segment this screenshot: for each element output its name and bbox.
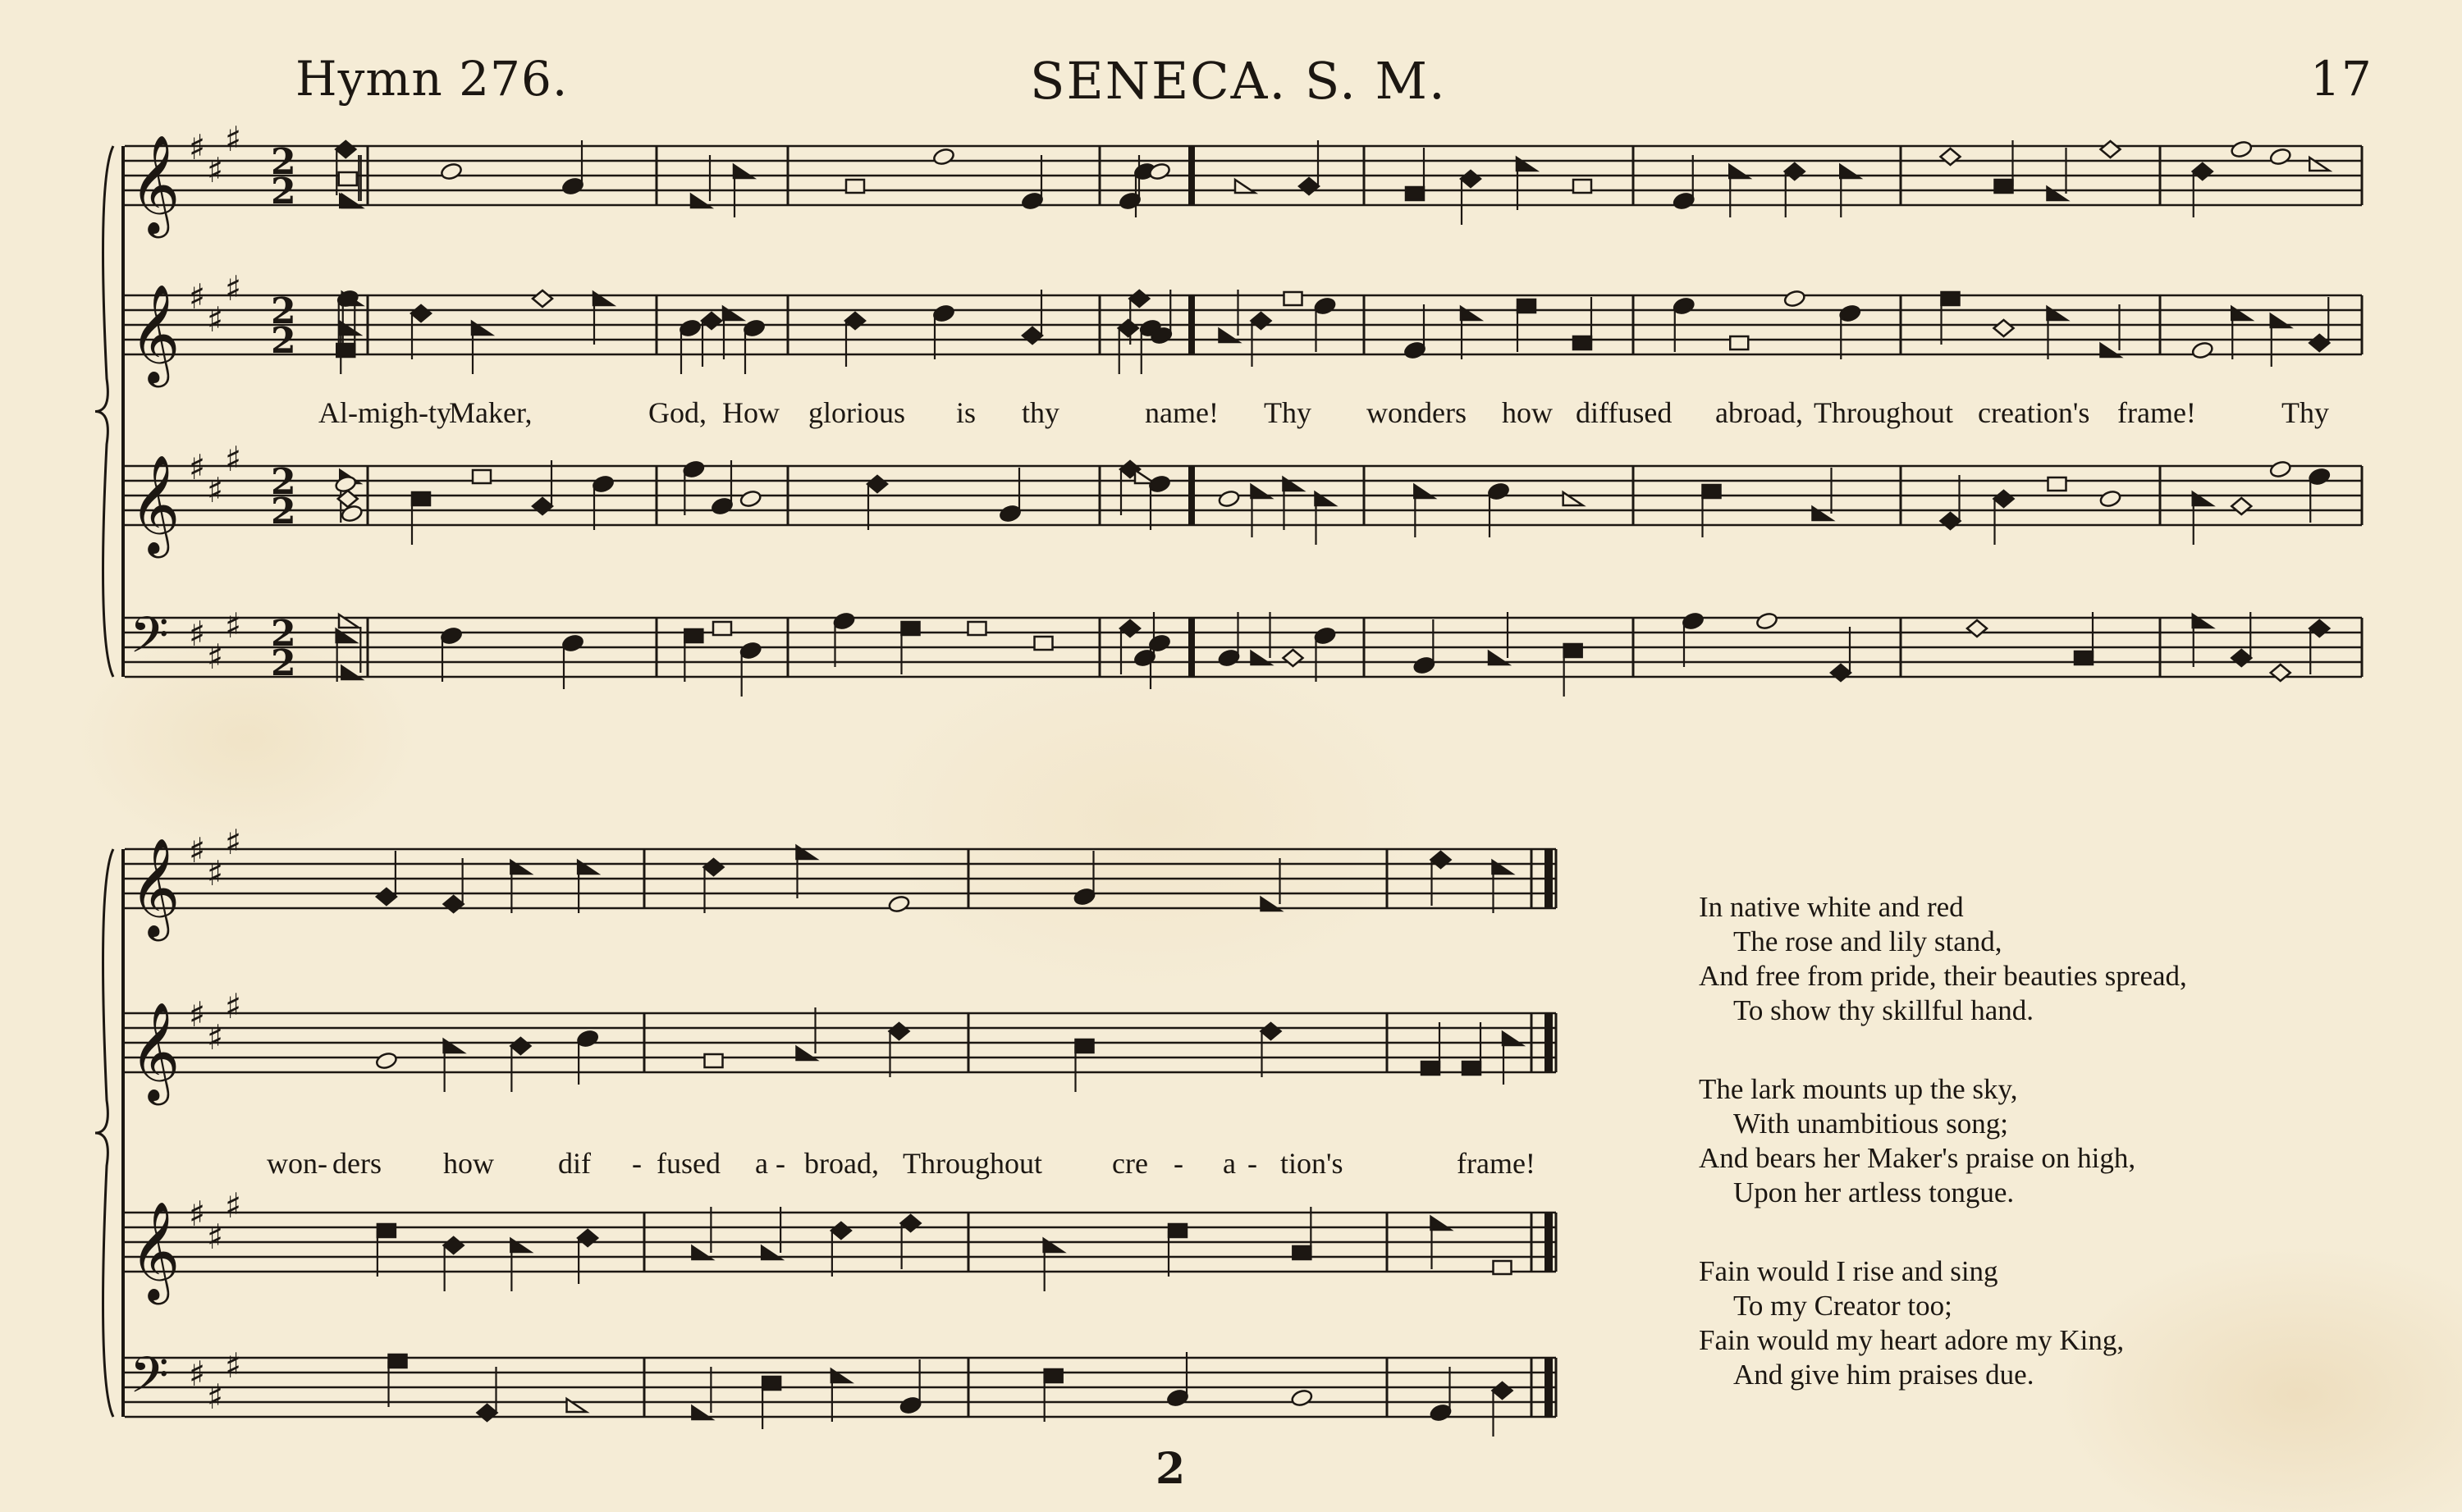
treble-clef: 𝄞: [130, 454, 181, 554]
shape-note-diamond: [1299, 178, 1319, 194]
shape-note-triangle: [1503, 1032, 1522, 1045]
shape-note-oval: [1673, 191, 1695, 210]
lyric-syllable: broad,: [804, 1147, 879, 1180]
sharp-sign: ♯: [225, 268, 242, 308]
shape-note-triangle: [2271, 314, 2290, 327]
shape-note-square: [1035, 637, 1053, 650]
shape-note-square: [1045, 1369, 1063, 1382]
shape-note-diamond: [2231, 650, 2251, 666]
shape-note-oval: [334, 474, 357, 493]
verse-line: To show thy skillful hand.: [1733, 994, 2034, 1026]
shape-note-square: [2048, 477, 2066, 491]
sharp-sign: ♯: [207, 1377, 224, 1417]
lyric-syllable: diffused: [1576, 396, 1673, 429]
verse-line: Fain would I rise and sing: [1699, 1255, 1998, 1287]
lyric-syllable: Throughout: [1814, 396, 1953, 429]
shape-note-square: [684, 629, 702, 642]
shape-note-oval: [1429, 1403, 1452, 1422]
shape-note-diamond: [336, 141, 355, 158]
shape-note-square: [705, 1054, 723, 1067]
shape-note-triangle: [1261, 898, 1281, 911]
shape-note-oval: [1073, 887, 1096, 906]
shape-note-oval: [2269, 147, 2292, 166]
shape-note-diamond: [890, 1023, 909, 1039]
final-barline: [1544, 1213, 1553, 1272]
shape-note-oval: [832, 611, 855, 630]
shape-note-oval: [1682, 611, 1705, 630]
verse-line: To my Creator too;: [1733, 1290, 1952, 1322]
shape-note-oval: [2191, 340, 2214, 359]
shape-note-diamond: [1284, 650, 1303, 666]
treble-clef: 𝄞: [130, 837, 181, 937]
page-number: 17: [2310, 51, 2373, 107]
shape-note-diamond: [533, 498, 552, 514]
verse-line: With unambitious song;: [1733, 1108, 2008, 1140]
shape-note-diamond: [1785, 163, 1805, 180]
shape-note-diamond: [1994, 491, 2014, 507]
shape-note-triangle: [1316, 492, 1335, 505]
lyric-syllable: Thy: [1264, 396, 1311, 429]
lyric-syllable: dif: [558, 1147, 591, 1180]
verse-line: The lark mounts up the sky,: [1699, 1073, 2018, 1105]
shape-note-triangle: [1044, 1239, 1064, 1252]
shape-note-diamond: [2193, 163, 2213, 180]
sharp-sign: ♯: [207, 470, 224, 510]
shape-note-triangle: [1813, 507, 1833, 520]
lyric-syllable: cre: [1112, 1147, 1148, 1180]
shape-note-diamond: [444, 896, 464, 912]
shape-note-diamond: [2309, 335, 2329, 351]
shape-note-triangle: [1517, 158, 1536, 171]
tune-title: SENECA. S. M.: [1030, 51, 1447, 111]
shape-note-oval: [576, 1029, 599, 1048]
shape-note-oval: [1217, 648, 1240, 667]
shape-note-oval: [1217, 489, 1240, 508]
shape-note-oval: [1133, 648, 1156, 667]
verse-line: Fain would my heart adore my King,: [1699, 1324, 2125, 1356]
system-brace: [95, 849, 113, 1417]
shape-note-oval: [1148, 474, 1171, 493]
shape-note-triangle: [340, 322, 359, 335]
shape-note-diamond: [1261, 1023, 1281, 1039]
shape-note-triangle: [1414, 485, 1434, 498]
sharp-sign: ♯: [189, 1354, 206, 1394]
shape-note-diamond: [901, 1215, 921, 1231]
shape-note-diamond: [1119, 320, 1138, 336]
shape-note-triangle: [578, 861, 597, 874]
shape-note-triangle: [692, 1406, 712, 1419]
shape-note-oval: [2098, 489, 2121, 508]
lyric-syllable: creation's: [1978, 396, 2090, 429]
shape-note-triangle: [341, 666, 361, 679]
shape-note-oval: [999, 504, 1022, 523]
shape-note-square: [902, 622, 920, 635]
shape-note-diamond: [2231, 498, 2251, 514]
repeat-bar: [1188, 146, 1195, 205]
time-signature-digit: 2: [271, 171, 296, 212]
shape-note-triangle: [510, 861, 530, 874]
shape-note-square: [1517, 299, 1535, 313]
time-signature-digit: 2: [271, 320, 296, 362]
shape-note-oval: [375, 1051, 398, 1070]
shape-note-triangle: [762, 1246, 781, 1259]
shape-note-square: [1421, 1062, 1439, 1075]
shape-note-triangle: [2048, 187, 2067, 200]
shape-note-oval: [739, 489, 762, 508]
lyric-syllable: How: [722, 396, 780, 429]
shape-note-square: [1494, 1261, 1512, 1274]
verse-line: In native white and red: [1699, 891, 1964, 923]
shape-note-triangle: [1252, 485, 1271, 498]
shape-note-triangle: [1729, 165, 1749, 178]
lyric-syllable: won-: [267, 1147, 327, 1180]
shape-note-square: [1462, 1062, 1480, 1075]
sharp-sign: ♯: [225, 119, 242, 159]
system-brace: [95, 146, 113, 677]
shape-note-square: [1406, 187, 1424, 200]
shape-note-triangle: [723, 307, 743, 320]
stanza-3: [1699, 1254, 2421, 1392]
shape-note-triangle: [1431, 1217, 1451, 1230]
lyric-syllable: fused: [657, 1147, 721, 1180]
shape-note-oval: [932, 147, 955, 166]
shape-note-oval: [592, 474, 615, 493]
shape-note-diamond: [1461, 171, 1480, 187]
shape-note-diamond: [1252, 313, 1271, 329]
shape-note-triangle: [1489, 651, 1508, 665]
sharp-sign: ♯: [189, 447, 206, 487]
treble-clef: 𝄞: [130, 283, 181, 383]
shape-note-square: [389, 1354, 407, 1368]
lyric-syllable: Al-migh-ty: [318, 396, 451, 429]
shape-note-oval: [887, 894, 910, 913]
sharp-sign: ♯: [225, 1185, 242, 1226]
shape-note-square: [1169, 1224, 1187, 1237]
lyric-syllable: -: [1174, 1147, 1183, 1180]
shape-note-triangle: [797, 846, 817, 859]
shape-note-triangle: [2048, 307, 2067, 320]
final-barline: [1544, 1013, 1553, 1072]
lyric-syllable: tion's: [1280, 1147, 1343, 1180]
shape-note-triangle: [340, 194, 359, 208]
hymn-number: Hymn 276.: [295, 51, 569, 107]
lyric-syllable: thy: [1022, 396, 1060, 429]
shape-note-oval: [1783, 289, 1806, 308]
lyric-syllable: glorious: [808, 396, 906, 429]
stanza-2: [1699, 1072, 2421, 1210]
sharp-sign: ♯: [207, 1217, 224, 1257]
lyric-syllable: ders: [332, 1147, 382, 1180]
stanza-1: [1699, 890, 2421, 1028]
shape-note-oval: [2269, 459, 2292, 478]
sharp-sign: ♯: [189, 1194, 206, 1234]
time-signature-digit: 2: [271, 290, 296, 332]
sharp-sign: ♯: [189, 127, 206, 167]
shape-note-triangle: [2193, 492, 2213, 505]
shape-note-oval: [440, 626, 463, 645]
shape-note-diamond: [867, 476, 887, 492]
sharp-sign: ♯: [225, 1345, 242, 1386]
shape-note-square: [1573, 336, 1591, 349]
shape-note-triangle: [2193, 614, 2213, 628]
shape-note-diamond: [831, 1222, 851, 1239]
lyric-syllable: -: [776, 1147, 785, 1180]
shape-note-oval: [2230, 139, 2253, 158]
shape-note-oval: [440, 162, 463, 180]
shape-note-triangle: [691, 194, 711, 208]
sharp-sign: ♯: [225, 986, 242, 1026]
final-barline: [1544, 1358, 1553, 1417]
shape-note-triangle: [831, 1369, 851, 1382]
shape-note-diamond: [411, 305, 431, 322]
lyric-syllable: name!: [1145, 396, 1219, 429]
shape-note-diamond: [578, 1230, 597, 1246]
shape-note-diamond: [2271, 665, 2290, 681]
sharp-sign: ♯: [207, 637, 224, 677]
time-signature-digit: 2: [271, 613, 296, 655]
shape-note-square: [1995, 180, 2013, 193]
shape-note-oval: [1755, 611, 1778, 630]
lyric-syllable: abroad,: [1715, 396, 1803, 429]
shape-note-triangle: [734, 165, 753, 178]
shape-note-diamond: [704, 859, 724, 875]
shape-note-diamond: [845, 313, 865, 329]
shape-note-square: [1564, 644, 1582, 657]
shape-note-triangle: [797, 1047, 817, 1060]
sharp-sign: ♯: [189, 614, 206, 654]
lyric-syllable: Throughout: [903, 1147, 1042, 1180]
shape-note-triangle: [1493, 861, 1512, 874]
shape-note-oval: [1313, 626, 1336, 645]
repeat-bar: [1188, 618, 1195, 677]
shape-note-diamond: [2309, 620, 2329, 637]
shape-note-triangle: [1563, 492, 1583, 505]
repeat-bar: [1188, 466, 1195, 525]
shape-note-triangle: [1284, 477, 1303, 491]
shape-note-oval: [1119, 191, 1142, 210]
shape-note-triangle: [1220, 329, 1239, 342]
lyric-syllable: a: [755, 1147, 768, 1180]
shape-note-diamond: [533, 290, 552, 307]
shape-note-triangle: [1461, 307, 1480, 320]
shape-note-oval: [1673, 296, 1695, 315]
shape-note-triangle: [2231, 307, 2251, 320]
sharp-sign: ♯: [189, 994, 206, 1035]
shape-note-oval: [1487, 482, 1510, 500]
shape-note-oval: [561, 633, 584, 652]
sharp-sign: ♯: [189, 276, 206, 317]
shape-note-oval: [1290, 1388, 1313, 1407]
shape-note-square: [1730, 336, 1748, 349]
shape-note-diamond: [1129, 290, 1149, 307]
shape-note-square: [473, 470, 491, 483]
sharp-sign: ♯: [225, 822, 242, 862]
lyric-syllable: -: [1247, 1147, 1257, 1180]
shape-note-oval: [1021, 191, 1044, 210]
shape-note-diamond: [1831, 665, 1851, 681]
lyric-syllable: Maker,: [449, 396, 533, 429]
shape-note-triangle: [510, 1239, 530, 1252]
shape-note-square: [1076, 1039, 1094, 1053]
shape-note-triangle: [444, 1039, 464, 1053]
sharp-sign: ♯: [207, 150, 224, 190]
shape-note-oval: [711, 496, 734, 515]
shape-note-oval: [1166, 1388, 1189, 1407]
shape-note-square: [336, 344, 355, 357]
verse-line: And bears her Maker's praise on high,: [1699, 1142, 2136, 1174]
shape-note-oval: [739, 641, 762, 660]
shape-note-square: [2075, 651, 2093, 665]
additional-verses: [1699, 890, 2421, 1437]
shape-note-oval: [682, 459, 705, 478]
shape-note-triangle: [1252, 651, 1271, 665]
shape-note-diamond: [1431, 852, 1451, 868]
sharp-sign: ♯: [189, 830, 206, 870]
repeat-bar: [1188, 295, 1195, 354]
bass-clef: 𝄢: [130, 606, 169, 677]
shape-note-square: [1293, 1246, 1311, 1259]
bass-clef: 𝄢: [130, 1346, 169, 1417]
shape-note-diamond: [2101, 141, 2121, 158]
shape-note-diamond: [1967, 620, 1987, 637]
time-signature-digit: 2: [271, 141, 296, 183]
shape-note-square: [1942, 292, 1960, 305]
shape-note-triangle: [1840, 165, 1860, 178]
time-signature-digit: 2: [271, 461, 296, 503]
final-barline: [1544, 849, 1553, 908]
lyric-syllable: a: [1223, 1147, 1236, 1180]
shape-note-triangle: [692, 1246, 712, 1259]
shape-note-oval: [561, 176, 584, 195]
verse-line: And free from pride, their beauties spread,: [1699, 960, 2187, 992]
verse-line: Upon her artless tongue.: [1733, 1176, 2015, 1208]
lyric-syllable: how: [1502, 396, 1553, 429]
shape-note-oval: [679, 318, 702, 337]
shape-note-square: [1573, 180, 1591, 193]
shape-note-oval: [1148, 633, 1171, 652]
shape-note-square: [762, 1377, 780, 1390]
shape-note-square: [378, 1224, 396, 1237]
shape-note-oval: [1838, 304, 1861, 322]
treble-clef: 𝄞: [130, 134, 181, 234]
treble-clef: 𝄞: [130, 1001, 181, 1101]
shape-note-triangle: [1235, 180, 1255, 193]
shape-note-diamond: [444, 1237, 464, 1254]
sharp-sign: ♯: [207, 299, 224, 340]
sharp-sign: ♯: [207, 1017, 224, 1057]
shape-note-triangle: [2309, 158, 2329, 171]
lyric-syllable: is: [956, 396, 977, 429]
lyric-syllable: how: [443, 1147, 494, 1180]
shape-note-diamond: [1120, 620, 1140, 637]
shape-note-diamond: [1023, 327, 1042, 344]
shape-note-triangle: [2101, 344, 2121, 357]
verse-line: And give him praises due.: [1733, 1359, 2034, 1391]
treble-clef: 𝄞: [130, 1200, 181, 1300]
shape-note-oval: [1403, 340, 1426, 359]
lyric-syllable: God,: [648, 396, 707, 429]
shape-note-square: [339, 172, 357, 185]
time-signature-digit: 2: [271, 491, 296, 532]
shape-note-diamond: [1941, 513, 1961, 529]
shape-note-diamond: [478, 1405, 497, 1421]
shape-note-triangle: [593, 292, 613, 305]
shape-note-square: [846, 180, 864, 193]
lyric-syllable: frame!: [2117, 396, 2196, 429]
time-signature-digit: 2: [271, 642, 296, 684]
shape-note-diamond: [1493, 1382, 1512, 1399]
sharp-sign: ♯: [207, 853, 224, 893]
shape-note-oval: [743, 318, 766, 337]
lyric-syllable: -: [632, 1147, 642, 1180]
signature-mark: 2: [1155, 1444, 1186, 1494]
shape-note-triangle: [472, 322, 492, 335]
shape-note-oval: [1412, 656, 1435, 674]
shape-note-oval: [899, 1396, 922, 1414]
lyric-syllable: Thy: [2281, 396, 2329, 429]
sharp-sign: ♯: [225, 605, 242, 646]
shape-note-square: [713, 622, 731, 635]
shape-note-triangle: [339, 614, 359, 628]
shape-note-diamond: [377, 888, 396, 905]
shape-note-square: [968, 622, 986, 635]
shape-note-oval: [341, 504, 364, 523]
shape-note-square: [1284, 292, 1302, 305]
lyric-syllable: wonders: [1366, 396, 1467, 429]
shape-note-square: [1703, 485, 1721, 498]
shape-note-oval: [2308, 467, 2331, 486]
verse-line: The rose and lily stand,: [1733, 925, 2002, 957]
shape-note-square: [412, 492, 430, 505]
shape-note-diamond: [510, 1038, 530, 1054]
lyric-syllable: frame!: [1457, 1147, 1535, 1180]
shape-note-oval: [1313, 296, 1336, 315]
shape-note-diamond: [1941, 148, 1961, 165]
shape-note-triangle: [336, 629, 356, 642]
shape-note-oval: [932, 304, 955, 322]
shape-note-diamond: [702, 313, 721, 329]
shape-note-diamond: [1994, 320, 2014, 336]
sharp-sign: ♯: [225, 439, 242, 479]
shape-note-triangle: [567, 1399, 587, 1412]
